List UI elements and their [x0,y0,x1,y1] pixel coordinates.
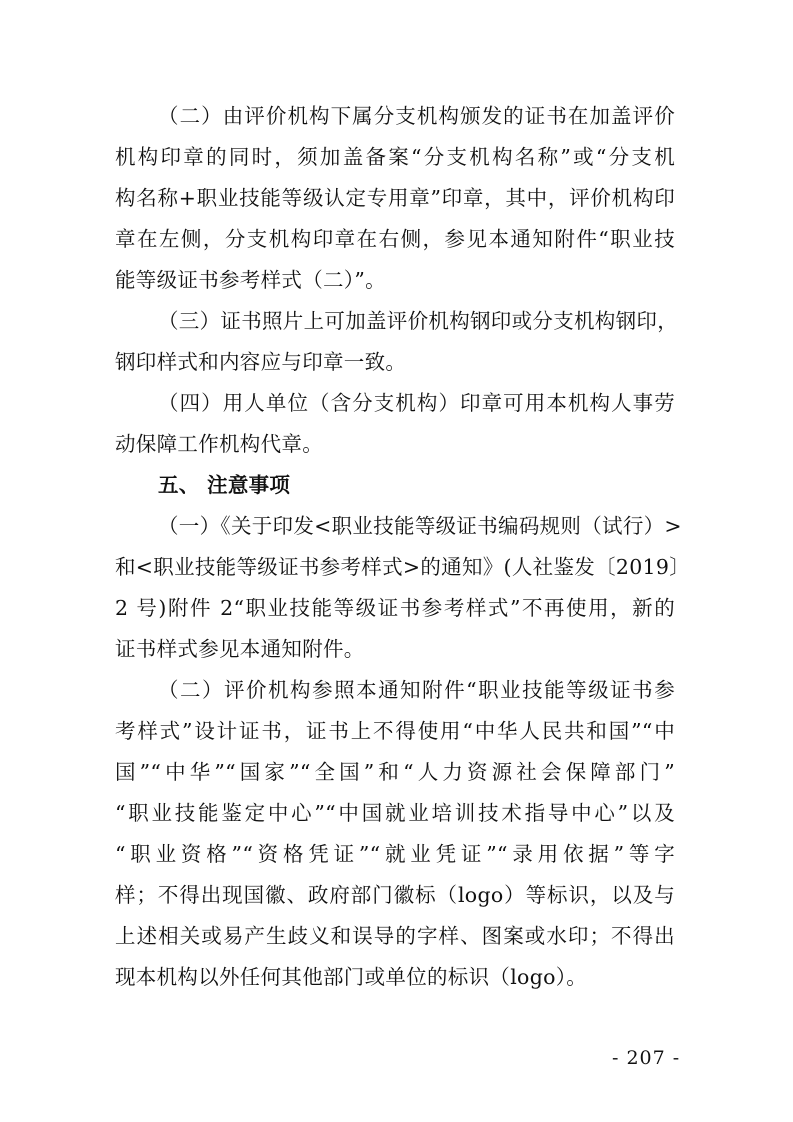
paragraph-line: 钢印样式和内容应与印章一致。 [115,350,407,374]
paragraph-line: 机构印章的同时，须加盖备案“分支机构名称”或“分支机 [115,145,675,169]
paragraph-line: 能等级证书参考样式（二）”。 [115,268,386,292]
page-number: - 207 - [612,1047,681,1069]
paragraph-line: 构名称+职业技能等级认定专用章”印章，其中，评价机构印 [115,186,675,210]
paragraph-line: 国”“中华”“国家”“全国”和“人力资源社会保障部门” [115,760,675,784]
paragraph-line: 章在左侧，分支机构印章在右侧，参见本通知附件“职业技 [115,227,675,251]
paragraph-line: 2 号)附件 2“职业技能等级证书参考样式”不再使用，新的 [115,596,675,620]
paragraph-line: 动保障工作机构代章。 [115,432,323,456]
paragraph-line: “职业资格”“资格凭证”“就业凭证”“录用依据”等字 [115,842,675,866]
paragraph-line: （四）用人单位（含分支机构）印章可用本机构人事劳 [158,391,675,415]
paragraph-line: 上述相关或易产生歧义和误导的字样、图案或水印；不得出 [115,924,675,948]
paragraph-line: 和<职业技能等级证书参考样式>的通知》(人社鉴发〔2019〕 [115,555,691,579]
paragraph-line: （二）评价机构参照本通知附件“职业技能等级证书参 [158,678,675,702]
paragraph-line: 现本机构以外任何其他部门或单位的标识（logo）。 [115,965,588,989]
paragraph-line: （二）由评价机构下属分支机构颁发的证书在加盖评价 [158,104,675,128]
paragraph-line: 证书样式参见本通知附件。 [115,637,365,661]
paragraph-line: 样；不得出现国徽、政府部门徽标（logo）等标识，以及与 [115,883,675,907]
paragraph-line: （一）《关于印发<职业技能等级证书编码规则（试行）> [158,514,682,538]
paragraph-line: “职业技能鉴定中心”“中国就业培训技术指导中心”以及 [115,801,675,825]
paragraph-line: （三）证书照片上可加盖评价机构钢印或分支机构钢印， [158,309,678,333]
section-heading: 五、 注意事项 [158,473,291,497]
paragraph-line: 考样式”设计证书，证书上不得使用“中华人民共和国”“中 [115,719,675,743]
